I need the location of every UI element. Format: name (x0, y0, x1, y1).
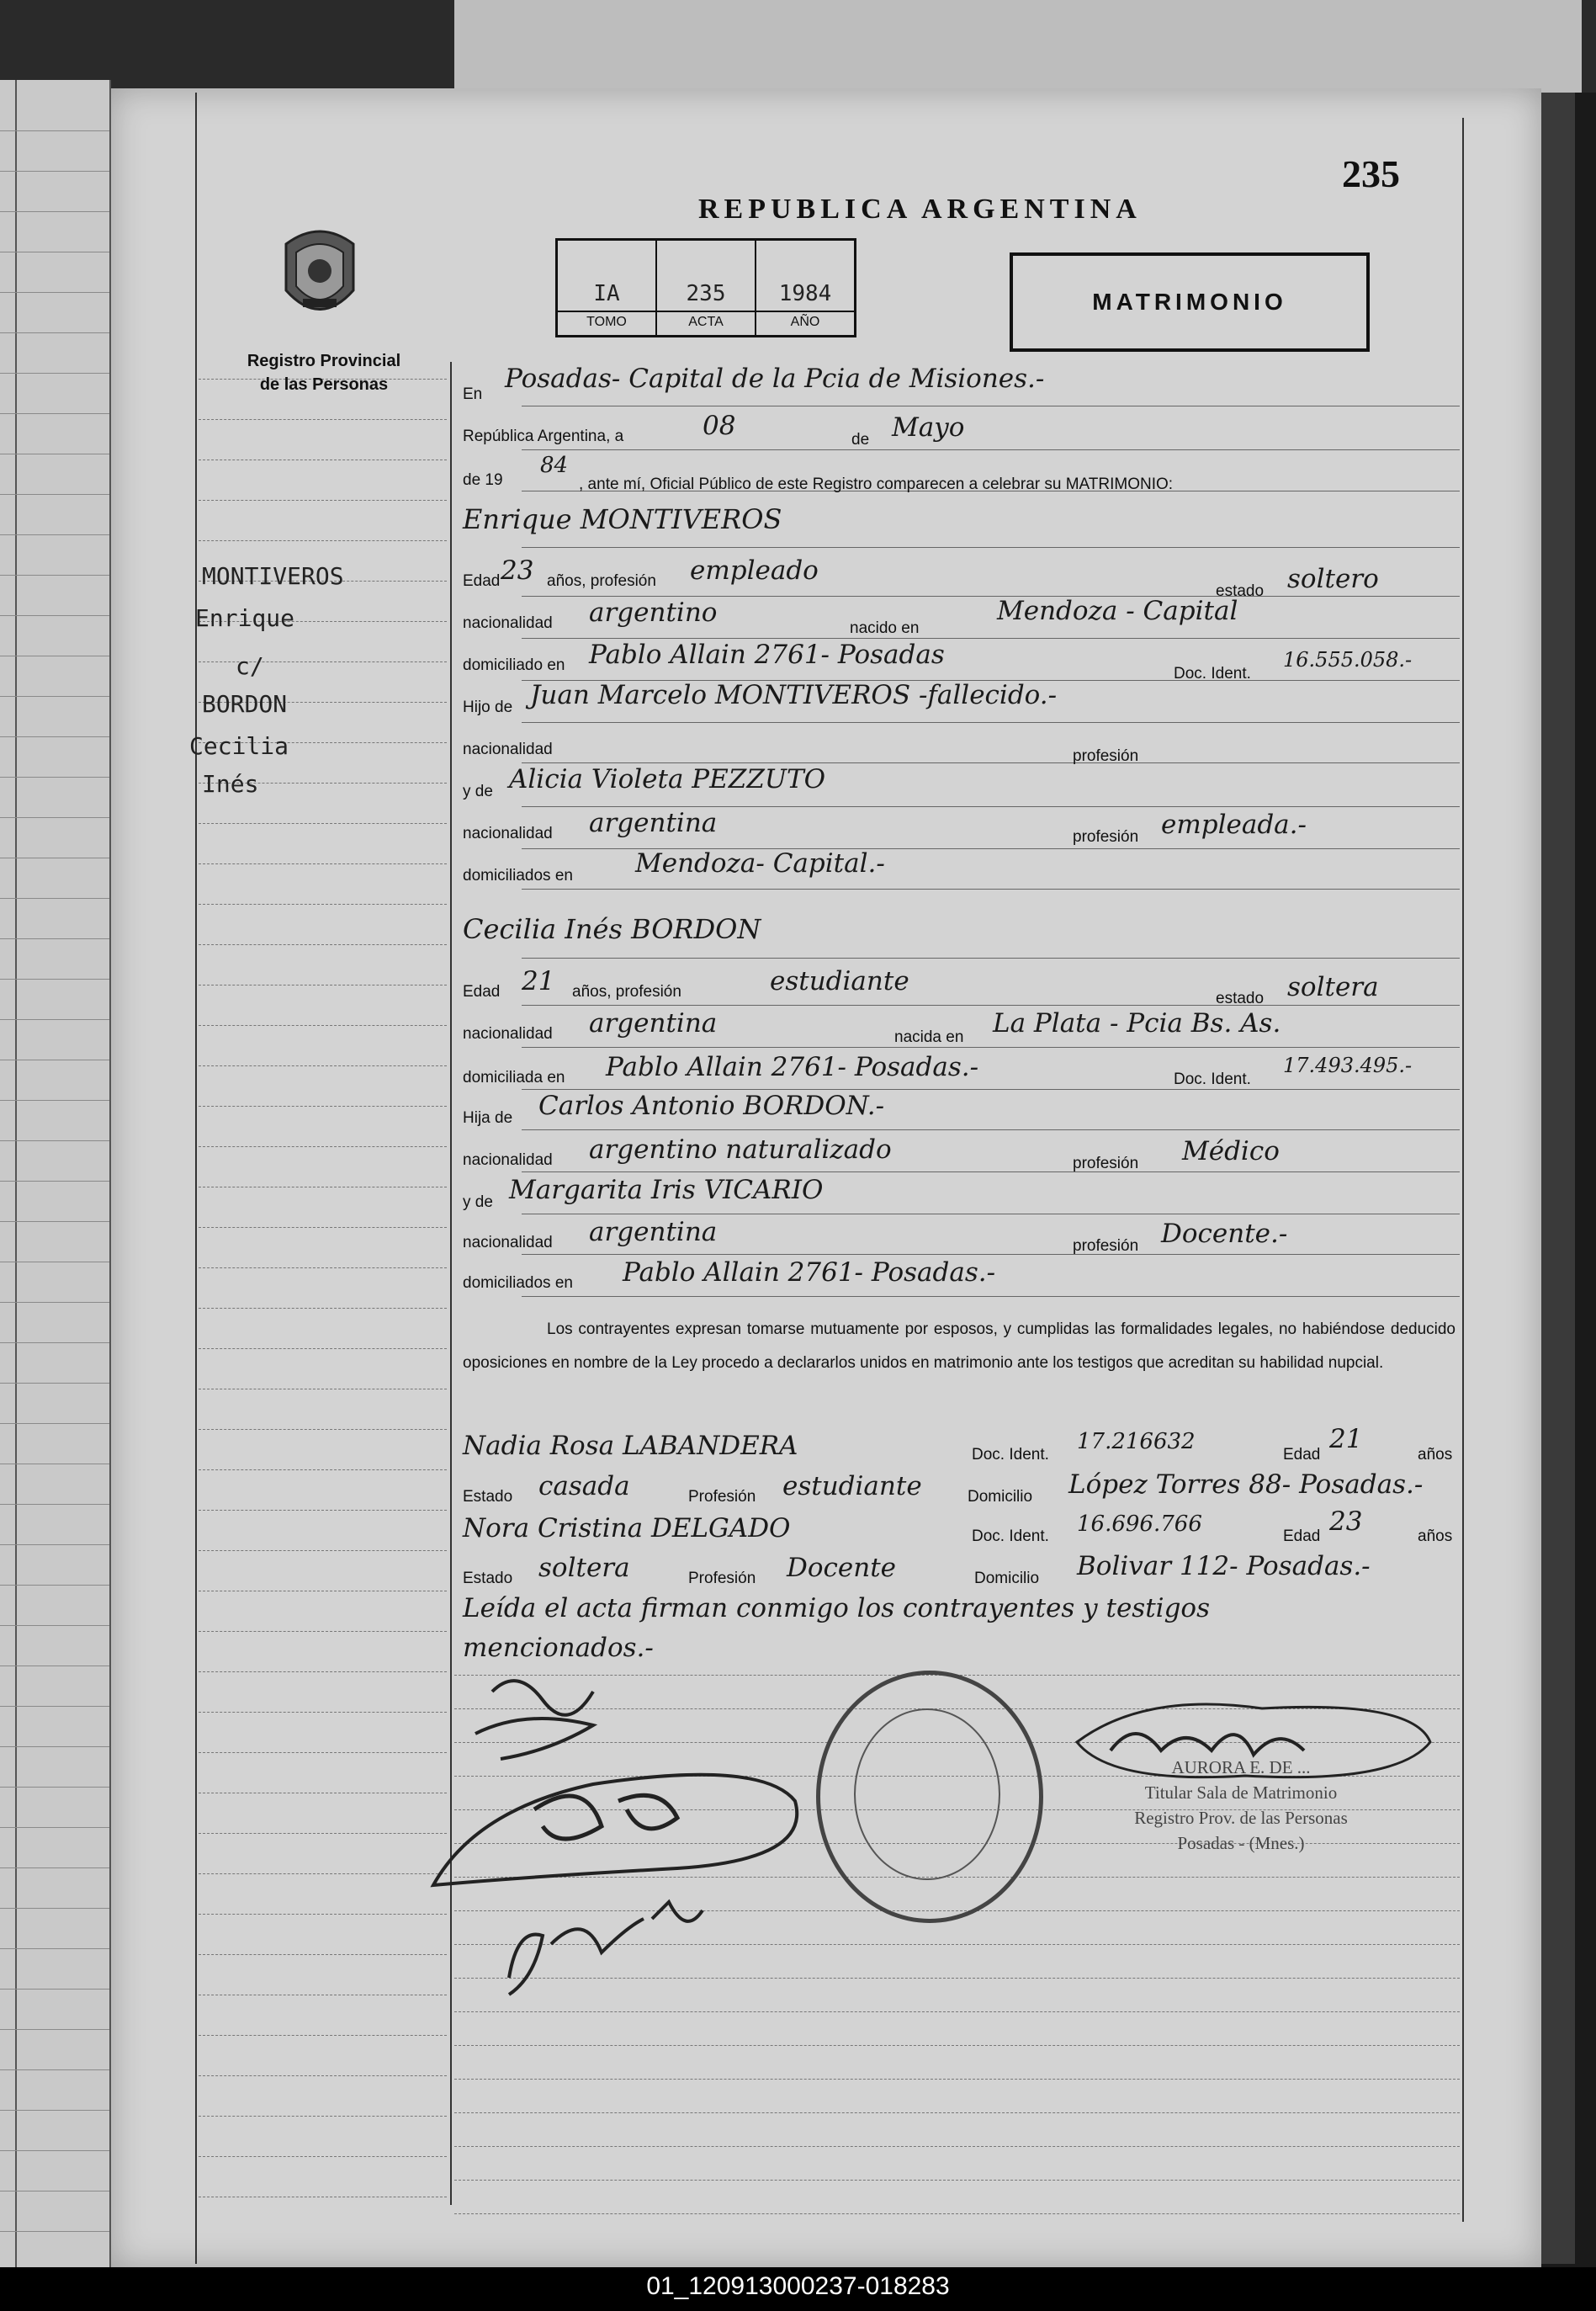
de-label: de (851, 431, 870, 449)
left-page-rule (0, 171, 109, 172)
form-rule (522, 547, 1460, 548)
bride-mother-profession: Docente.- (1161, 1219, 1288, 1249)
form-rule (522, 596, 1460, 597)
bride-address: Pablo Allain 2761- Posadas.- (606, 1052, 979, 1082)
bride-age: 21 (522, 966, 555, 996)
year-prefix: de 19 (463, 471, 503, 489)
witness1-status: casada (538, 1471, 630, 1501)
witness2-name: Nora Cristina DELGADO (463, 1513, 791, 1543)
form-rule (522, 1005, 1460, 1006)
day-value: 08 (703, 411, 736, 441)
left-page-rule (0, 1867, 109, 1868)
document-type-box (1010, 252, 1370, 352)
margin-rule (199, 1995, 447, 1996)
registry-name (210, 349, 437, 396)
page-number: 235 (1342, 152, 1400, 195)
groom-parents-domicile-label: domiciliados en (463, 867, 573, 885)
margin-rule (199, 1469, 447, 1471)
bride-nationality: argentina (589, 1008, 718, 1039)
witness2-address: Bolivar 112- Posadas.- (1077, 1551, 1371, 1581)
left-page-rule (0, 1827, 109, 1828)
witness2-status: soltera (538, 1553, 630, 1583)
margin-rule (199, 904, 447, 906)
margin-name-bride-given: Cecilia (189, 732, 289, 760)
left-page-rule (0, 2110, 109, 2111)
groom-birthplace: Mendoza - Capital (997, 596, 1238, 626)
form-rule (522, 762, 1460, 763)
left-page-rule (0, 211, 109, 212)
left-page-rule (0, 1423, 109, 1424)
groom-born-label: nacido en (850, 619, 920, 637)
left-page-rule (0, 2069, 109, 2070)
margin-rule (199, 1146, 447, 1148)
tomo-label: TOMO (558, 311, 655, 330)
witness2-profession-label: Profesión (688, 1570, 756, 1587)
margin-rule (199, 1591, 447, 1592)
left-page-rule (0, 1504, 109, 1505)
appearance-statement: , ante mí, Oficial Público de este Registro comparecen a celebrar su MATRIMONIO: (579, 475, 1174, 493)
margin-rule (199, 1267, 447, 1269)
year-suffix: 84 (540, 453, 569, 478)
blank-rule (454, 2180, 1460, 2181)
left-page-rule (0, 615, 109, 616)
bride-profession: estudiante (770, 966, 909, 996)
groom-mother-nationality-label: nacionalidad (463, 825, 553, 842)
witness1-age: 21 (1329, 1424, 1363, 1454)
margin-rule (199, 1712, 447, 1713)
bride-mother-nationality: argentina (589, 1217, 718, 1247)
month-value: Mayo (892, 412, 965, 443)
left-page-rule (0, 898, 109, 899)
margin-rule (199, 1187, 447, 1188)
left-page-rule (0, 938, 109, 939)
bride-parents-domicile-label: domiciliados en (463, 1274, 573, 1292)
document-type: MATRIMONIO (1092, 289, 1287, 315)
previous-page-edge (454, 0, 1582, 93)
groom-status-label: estado (1216, 582, 1265, 600)
bride-status-label: estado (1216, 990, 1265, 1007)
provincial-coat-of-arms (269, 219, 370, 328)
witness1-status-label: Estado (463, 1488, 513, 1506)
left-page-rule (0, 1948, 109, 1949)
bride-profession-label: años, profesión (572, 983, 681, 1001)
margin-rule (199, 1510, 447, 1511)
left-page-rule (0, 2150, 109, 2151)
groom-father-nationality-label: nacionalidad (463, 741, 553, 758)
form-rule (522, 1254, 1460, 1255)
official-seal (816, 1671, 1043, 1923)
left-page-rule (0, 1625, 109, 1626)
groom-age-label: Edad (463, 572, 501, 590)
form-rule (522, 638, 1460, 639)
groom-domicile-label: domiciliado en (463, 656, 565, 674)
margin-rule (199, 1833, 447, 1835)
groom-mother: Alicia Violeta PEZZUTO (509, 764, 826, 794)
bride-father-profession: Médico (1182, 1136, 1280, 1166)
groom-address: Pablo Allain 2761- Posadas (589, 640, 945, 670)
witness2-status-label: Estado (463, 1570, 513, 1587)
blank-rule (454, 2213, 1460, 2215)
margin-rule (199, 2035, 447, 2037)
form-rule (522, 889, 1460, 890)
margin-rule (199, 2075, 447, 2077)
left-page-rule (0, 1383, 109, 1384)
bride-father-profession-label: profesión (1073, 1155, 1139, 1172)
bride-nationality-label: nacionalidad (463, 1025, 553, 1043)
margin-rule (199, 2197, 447, 2198)
bride-doc: 17.493.495.- (1283, 1054, 1413, 1077)
bride-domicile-label: domiciliada en (463, 1069, 565, 1086)
witness2-years-label: años (1418, 1527, 1453, 1545)
acta-label: ACTA (657, 311, 755, 330)
margin-rule (199, 419, 447, 421)
ano-value: 1984 (778, 281, 832, 306)
left-page-rule (0, 1746, 109, 1747)
left-page-rule (0, 292, 109, 293)
left-page-rule (0, 1302, 109, 1303)
margin-rule (199, 944, 447, 946)
margin-rule (199, 1308, 447, 1310)
groom-mother-profession: empleada.- (1161, 810, 1307, 840)
groom-age: 23 (501, 555, 534, 586)
form-rule (522, 1129, 1460, 1130)
officer-stamp (1064, 1755, 1418, 1856)
left-page-rule (0, 2231, 109, 2232)
blank-rule (454, 2146, 1460, 2148)
left-page-rule (0, 413, 109, 414)
left-page-rule (0, 736, 109, 737)
stamp-line-4: Posadas - (Mnes.) (1177, 1833, 1305, 1853)
margin-rule (199, 1065, 447, 1067)
witness2-age: 23 (1329, 1506, 1363, 1537)
bride-age-label: Edad (463, 983, 501, 1001)
margin-rule (199, 1631, 447, 1633)
witness1-name: Nadia Rosa LABANDERA (463, 1431, 798, 1461)
bride-daughter-of-label: Hija de (463, 1109, 513, 1127)
margin-rule (199, 863, 447, 865)
margin-rule (199, 1671, 447, 1673)
closing-line-1: Leída el acta firman conmigo los contrayentes y testigos (463, 1593, 1210, 1623)
stamp-line-2: Titular Sala de Matrimonio (1144, 1782, 1338, 1803)
witness2-profession: Docente (787, 1553, 896, 1583)
groom-status: soltero (1287, 564, 1379, 594)
left-page-rule (0, 1140, 109, 1141)
left-page-rule (0, 1989, 109, 1990)
form-rule (522, 806, 1460, 807)
margin-rule (199, 1429, 447, 1431)
margin-name-conjunction: c/ (236, 652, 264, 680)
form-rule (522, 1089, 1460, 1090)
stamp-line-3: Registro Prov. de las Personas (1134, 1808, 1348, 1828)
left-page-rule (0, 1706, 109, 1707)
bride-mother: Margarita Iris VICARIO (509, 1175, 824, 1205)
left-page-rule (0, 979, 109, 980)
bride-mother-profession-label: profesión (1073, 1237, 1139, 1255)
acta-cell (657, 241, 756, 335)
left-page-rule (0, 777, 109, 778)
blank-rule (454, 2045, 1460, 2047)
groom-father-profession-label: profesión (1073, 747, 1139, 765)
registry-line-2: de las Personas (259, 375, 389, 394)
left-page-rule (0, 1787, 109, 1788)
groom-parents-address: Mendoza- Capital.- (635, 848, 885, 879)
left-margin-line (195, 93, 197, 2264)
margin-rule (199, 1550, 447, 1552)
book-edge (1541, 93, 1575, 2264)
bride-father-nationality: argentino naturalizado (589, 1134, 892, 1165)
form-rule (522, 722, 1460, 723)
margin-rule (199, 2116, 447, 2117)
margin-rule (199, 1348, 447, 1350)
margin-rule (199, 2156, 447, 2158)
bride-father-nationality-label: nacionalidad (463, 1151, 553, 1169)
margin-rule (199, 1752, 447, 1754)
left-page-rule (0, 373, 109, 374)
form-rule (522, 958, 1460, 959)
left-page-rule (0, 1544, 109, 1545)
witness1-profession-label: Profesión (688, 1488, 756, 1506)
bride-born-label: nacida en (894, 1028, 964, 1046)
acta-reference-table (555, 238, 856, 337)
left-page-rule (0, 1221, 109, 1222)
image-caption: 01_120913000237-018283 (646, 2272, 950, 2300)
signatures-contrayentes (425, 1658, 846, 2028)
groom-and-of-label: y de (463, 783, 493, 800)
left-page-rule (0, 1908, 109, 1909)
left-page-rule (0, 534, 109, 535)
blank-rule (454, 2079, 1460, 2080)
registry-line-1: Registro Provincial (247, 352, 401, 370)
margin-rule (199, 1389, 447, 1390)
bride-and-of-label: y de (463, 1193, 493, 1211)
witness1-domicile-label: Domicilio (968, 1488, 1033, 1506)
witness1-doc-label: Doc. Ident. (972, 1446, 1049, 1464)
left-page-rule (0, 575, 109, 576)
left-page-rule (0, 696, 109, 697)
republica-label: República Argentina, a (463, 428, 624, 445)
margin-name-groom-given: Enrique (195, 604, 295, 632)
witness2-domicile-label: Domicilio (974, 1570, 1040, 1587)
groom-son-of-label: Hijo de (463, 699, 513, 716)
witness2-doc-label: Doc. Ident. (972, 1527, 1049, 1545)
groom-profession: empleado (690, 555, 819, 586)
groom-mother-nationality: argentina (589, 808, 718, 838)
bride-father: Carlos Antonio BORDON.- (538, 1091, 885, 1121)
ano-label: AÑO (756, 311, 854, 330)
form-rule (522, 1047, 1460, 1048)
margin-rule (199, 1954, 447, 1956)
tomo-cell (558, 241, 657, 335)
place-value: Posadas- Capital de la Pcia de Misiones.- (505, 364, 1045, 394)
witness2-age-label: Edad (1283, 1527, 1321, 1545)
margin-rule (199, 985, 447, 986)
groom-nationality: argentino (589, 598, 718, 628)
left-page-rule (0, 1342, 109, 1343)
en-label: En (463, 385, 483, 403)
left-page-rule (0, 130, 109, 131)
witness2-doc: 16.696.766 (1077, 1511, 1202, 1537)
ano-cell (756, 241, 854, 335)
left-page-rule (0, 1181, 109, 1182)
left-page-rule (0, 332, 109, 333)
declaration-paragraph: Los contrayentes expresan tomarse mutuamente por esposos, y cumplidas las formalidades legales, no habiéndose deducido oposiciones en nombre de la Ley procedo a declararlos unidos en matrimonio ante los testigos que acreditan su habilidad nupcial. (463, 1320, 1455, 1372)
left-page-rule (0, 1585, 109, 1586)
groom-profession-label: años, profesión (547, 572, 656, 590)
bride-parents-address: Pablo Allain 2761- Posadas.- (623, 1257, 996, 1288)
groom-father: Juan Marcelo MONTIVEROS -fallecido.- (530, 680, 1058, 710)
bride-mother-nationality-label: nacionalidad (463, 1234, 553, 1251)
seal-inner-ring (854, 1708, 1000, 1880)
groom-name: Enrique MONTIVEROS (463, 503, 782, 535)
groom-doc-label: Doc. Ident. (1174, 665, 1251, 683)
margin-rule (199, 460, 447, 461)
bride-status: soltera (1287, 972, 1379, 1002)
margin-name-groom-surname: MONTIVEROS (202, 562, 344, 590)
margin-rule (199, 823, 447, 825)
bride-doc-label: Doc. Ident. (1174, 1070, 1251, 1088)
margin-name-bride-surname: BORDON (202, 690, 288, 718)
tomo-value: IA (593, 281, 620, 306)
form-rule (522, 1296, 1460, 1297)
closing-line-2: mencionados.- (463, 1633, 654, 1663)
left-page-rule (0, 494, 109, 495)
left-page-rule (0, 1100, 109, 1101)
margin-rule (199, 1873, 447, 1875)
witness1-address: López Torres 88- Posadas.- (1068, 1469, 1424, 1500)
left-page-rule (0, 2029, 109, 2030)
acta-value: 235 (686, 281, 726, 306)
witness1-profession: estudiante (782, 1471, 922, 1501)
margin-rule (199, 500, 447, 502)
margin-rule (199, 540, 447, 542)
blank-rule (454, 2112, 1460, 2114)
country-heading: REPUBLICA ARGENTINA (698, 194, 1142, 225)
groom-mother-profession-label: profesión (1073, 828, 1139, 846)
margin-name-bride-second: Inés (202, 770, 259, 798)
left-page-rule (0, 1019, 109, 1020)
bride-birthplace: La Plata - Pcia Bs. As. (993, 1008, 1281, 1039)
bride-name: Cecilia Inés BORDON (463, 913, 761, 945)
left-page-edge (0, 80, 111, 2268)
left-page-rule (0, 817, 109, 818)
margin-rule (199, 1025, 447, 1027)
witness1-age-label: Edad (1283, 1446, 1321, 1464)
form-rule (522, 449, 1460, 450)
groom-nationality-label: nacionalidad (463, 614, 553, 632)
witness1-years-label: años (1418, 1446, 1453, 1464)
form-rule (522, 1171, 1460, 1172)
stamp-line-1: AURORA E. DE ... (1171, 1757, 1311, 1777)
margin-rule (199, 1227, 447, 1229)
margin-rule (199, 1914, 447, 1915)
margin-rule (199, 1106, 447, 1108)
right-margin-line (1462, 118, 1464, 2222)
groom-doc: 16.555.058.- (1283, 648, 1413, 672)
witness1-doc: 17.216632 (1077, 1429, 1196, 1454)
margin-rule (199, 1793, 447, 1794)
